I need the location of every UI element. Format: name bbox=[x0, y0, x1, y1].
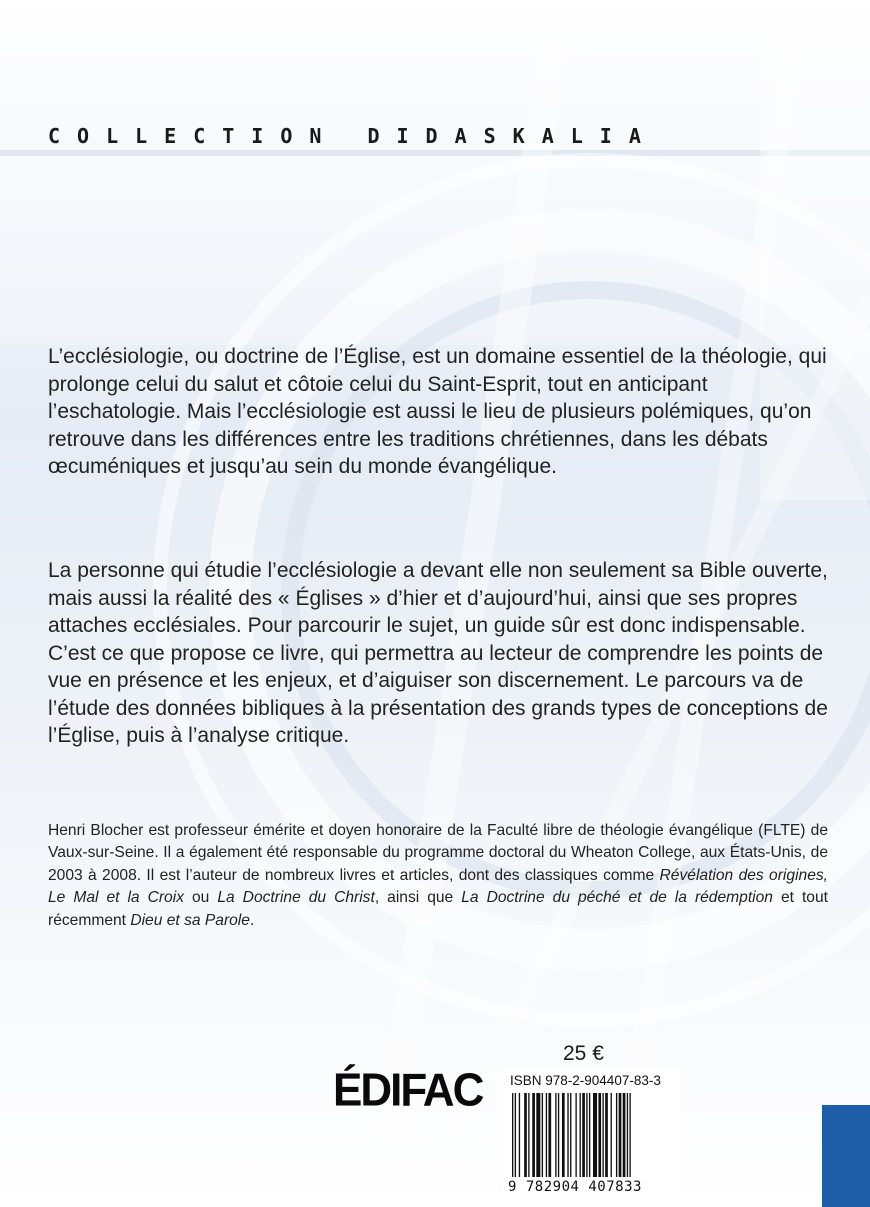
book-title-4: Dieu et sa Parole bbox=[130, 911, 250, 929]
bio-sep-1: ou bbox=[184, 889, 218, 907]
summary-paragraph-2: La personne qui étudie l’ecclésiologie a devant elle non seulement sa Bible ouverte, mais aussi la réalité des « Églises » d’hier et d’aujourd’hui, ainsi que ses propres attaches ecclésiales. Pour parcourir le sujet, un guide sûr est donc indispensable. C’est ce que propose ce livre, qui permettra au lecteur de comprendre les points de vue en présence et les enjeux, et d’aiguiser son discernement. Le parcours va de l’étude des données bibliques à la présentation des grands types de conceptions de l’Église, puis à l’analyse critique. bbox=[48, 559, 828, 747]
barcode-panel bbox=[502, 1069, 680, 1197]
bio-intro: Henri Blocher est professeur émérite et doyen honoraire de la Faculté libre de théologie évangélique (FLTE) de Vaux-sur-Seine. Il a également été responsable du programme doctoral du Wheaton College, aux États-Unis, de 2003 à 2008. Il est l’auteur de nombreux livres et articles, dont des classiques comme bbox=[48, 822, 828, 884]
price-label: 25 € bbox=[563, 1042, 604, 1065]
book-title-3: La Doctrine du péché et de la rédemption bbox=[461, 889, 773, 907]
summary-paragraph-1: L’ecclésiologie, ou doctrine de l’Église, est un domaine essentiel de la théologie, qui prolonge celui du salut et côtoie celui du Saint-Esprit, tout en anticipant l’eschatologie. Mais l’ecclésiologie est aussi le lieu de plusieurs polémiques, qu’on retrouve dans les différences entre les traditions chrétiennes, dans les débats œcuméniques et jusqu’au sein du monde évangélique. bbox=[48, 345, 827, 478]
bio-sep-2: , ainsi que bbox=[374, 889, 462, 907]
isbn-label: ISBN 978-2-904407-83-3 bbox=[510, 1073, 661, 1088]
book-title-2: La Doctrine du Christ bbox=[217, 889, 375, 907]
barcode-digits: 9 782904 407833 bbox=[508, 1179, 642, 1195]
barcode-icon bbox=[508, 1093, 674, 1179]
book-title-1: Révélation des origines, Le Mal et la Croix bbox=[48, 866, 829, 907]
collection-title: COLLECTION DIDASKALIA bbox=[48, 124, 658, 148]
publisher-logo: ÉDIFAC bbox=[333, 1064, 483, 1117]
bio-end: . bbox=[249, 911, 255, 929]
author-bio bbox=[48, 820, 828, 932]
accent-block bbox=[822, 1105, 870, 1207]
bio-sep-3: et tout récemment bbox=[48, 889, 828, 929]
